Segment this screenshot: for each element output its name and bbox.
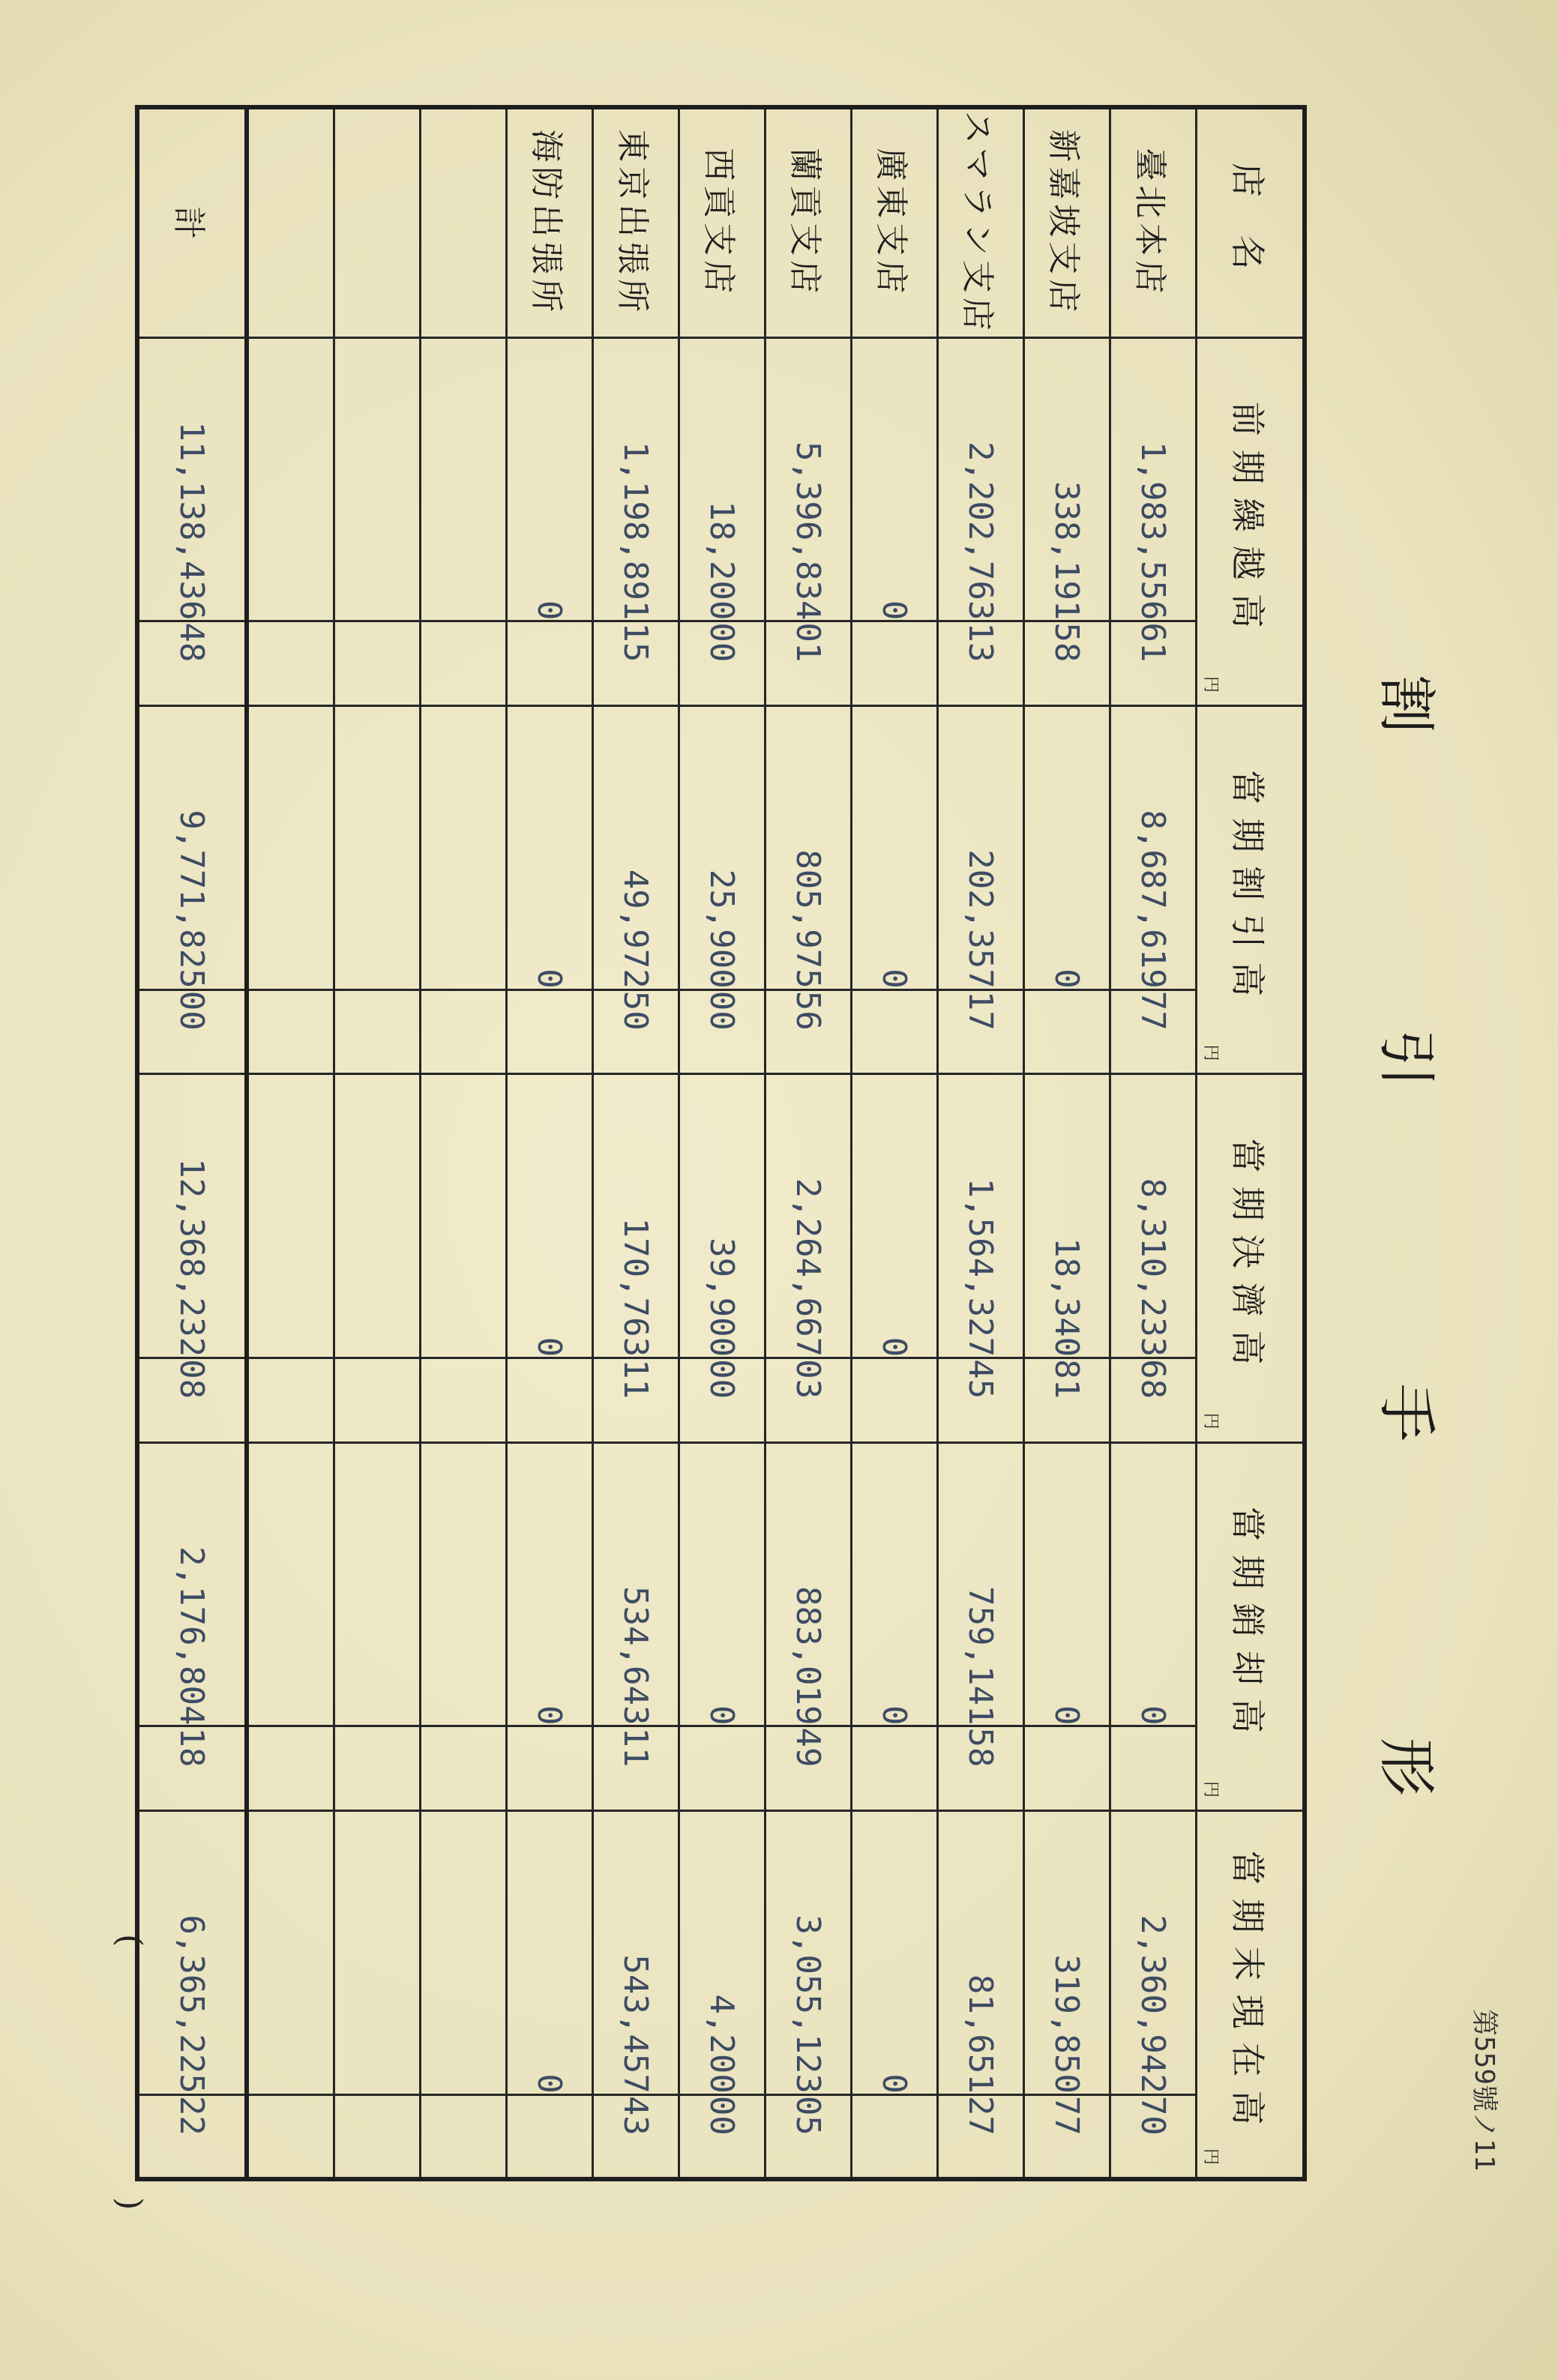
discounted-sen — [852, 989, 938, 1074]
branch-name: 西貢支店 — [679, 107, 766, 337]
total-label: 計 — [137, 107, 247, 337]
yen-unit: 円 — [1201, 1044, 1220, 1061]
carryover-sen: 61 — [1110, 621, 1197, 706]
yen-unit: 円 — [1201, 1412, 1220, 1429]
blank-cell — [334, 2094, 421, 2179]
settled-value: 0 — [507, 1074, 593, 1358]
yen-unit: 円 — [1201, 675, 1220, 693]
blank-row — [247, 107, 334, 2179]
total-settled-sen: 08 — [137, 1358, 247, 1443]
blank-cell — [247, 1811, 334, 2095]
settled-sen: 03 — [766, 1358, 852, 1443]
discounted-sen: 56 — [766, 989, 852, 1074]
blank-cell — [334, 705, 421, 989]
branch-name: 東京出張所 — [593, 107, 679, 337]
carryover-sen — [852, 621, 938, 706]
sold-sen — [679, 1726, 766, 1811]
carryover-value: 2,202,763 — [938, 337, 1024, 621]
blank-cell — [421, 2094, 507, 2179]
balance-sen: 05 — [766, 2094, 852, 2179]
discounted-sen: 77 — [1110, 989, 1197, 1074]
carryover-value: 18,200 — [679, 337, 766, 621]
title-char: 形 — [1372, 1737, 1440, 1799]
discounted-value: 805,975 — [766, 705, 852, 989]
balance-value: 543,457 — [593, 1811, 679, 2095]
sold-sen — [1024, 1726, 1110, 1811]
balance-sen — [852, 2094, 938, 2179]
sold-value: 0 — [679, 1442, 766, 1726]
blank-cell — [421, 1074, 507, 1358]
document-title — [1369, 675, 1453, 1799]
blank-cell — [421, 1442, 507, 1726]
total-carryover: 11,138,436 — [137, 337, 247, 621]
blank-cell — [334, 1726, 421, 1811]
blank-row — [421, 107, 507, 2179]
balance-sen: 43 — [593, 2094, 679, 2179]
blank-cell — [334, 107, 421, 337]
carryover-sen — [507, 621, 593, 706]
blank-cell — [421, 1811, 507, 2095]
discounted-sen — [1024, 989, 1110, 1074]
sold-value: 883,019 — [766, 1442, 852, 1726]
table-row — [593, 107, 679, 2179]
blank-cell — [334, 989, 421, 1074]
header-settled-label: 當期決濟高 — [1227, 1138, 1268, 1379]
discounted-sen: 00 — [679, 989, 766, 1074]
blank-cell — [334, 621, 421, 706]
discounted-sen: 17 — [938, 989, 1024, 1074]
sold-value: 759,141 — [938, 1442, 1024, 1726]
blank-cell — [334, 1074, 421, 1358]
title-char: 引 — [1372, 1028, 1440, 1091]
blank-cell — [421, 705, 507, 989]
yen-unit: 円 — [1201, 1781, 1220, 1798]
balance-sen: 00 — [679, 2094, 766, 2179]
header-balance-label: 當期末現在高 — [1227, 1850, 1268, 2139]
discount-bills-table — [135, 105, 1307, 2181]
blank-cell — [247, 337, 334, 621]
discounted-sen: 50 — [593, 989, 679, 1074]
settled-sen: 11 — [593, 1358, 679, 1443]
header-sold — [1197, 1442, 1305, 1810]
balance-sen — [507, 2094, 593, 2179]
balance-value: 0 — [507, 1811, 593, 2095]
table-row — [766, 107, 852, 2179]
sold-value: 534,643 — [593, 1442, 679, 1726]
table-body — [137, 107, 1197, 2179]
blank-cell — [421, 989, 507, 1074]
blank-cell — [421, 1358, 507, 1443]
blank-cell — [421, 337, 507, 621]
discounted-value: 49,972 — [593, 705, 679, 989]
sold-value: 0 — [852, 1442, 938, 1726]
table-row — [852, 107, 938, 2179]
settled-value: 8,310,233 — [1110, 1074, 1197, 1358]
balance-value: 4,200 — [679, 1811, 766, 2095]
sold-sen: 58 — [938, 1726, 1024, 1811]
carryover-sen: 00 — [679, 621, 766, 706]
branch-name: 新嘉坡支店 — [1024, 107, 1110, 337]
discounted-value: 25,900 — [679, 705, 766, 989]
blank-cell — [247, 1074, 334, 1358]
blank-cell — [247, 2094, 334, 2179]
blank-cell — [247, 989, 334, 1074]
settled-sen: 00 — [679, 1358, 766, 1443]
footer-parentheses: ( ) — [110, 1934, 148, 2331]
sold-value: 0 — [1110, 1442, 1197, 1726]
blank-cell — [247, 1442, 334, 1726]
branch-name: 臺北本店 — [1110, 107, 1197, 337]
carryover-sen: 13 — [938, 621, 1024, 706]
sold-value: 0 — [1024, 1442, 1110, 1726]
balance-sen: 27 — [938, 2094, 1024, 2179]
table-row — [679, 107, 766, 2179]
blank-cell — [334, 337, 421, 621]
header-discounted — [1197, 705, 1305, 1073]
carryover-value: 338,191 — [1024, 337, 1110, 621]
blank-cell — [247, 705, 334, 989]
settled-value: 18,340 — [1024, 1074, 1110, 1358]
balance-value: 2,360,942 — [1110, 1811, 1197, 2095]
header-carryover — [1197, 337, 1305, 705]
settled-sen: 45 — [938, 1358, 1024, 1443]
settled-sen — [852, 1358, 938, 1443]
blank-cell — [247, 1726, 334, 1811]
blank-cell — [247, 107, 334, 337]
total-sold-sen: 18 — [137, 1726, 247, 1811]
header-discounted-label: 當期割引高 — [1227, 770, 1268, 1010]
blank-cell — [247, 1358, 334, 1443]
sold-sen: 11 — [593, 1726, 679, 1811]
table-row — [938, 107, 1024, 2179]
blank-cell — [334, 1811, 421, 2095]
carryover-value: 5,396,834 — [766, 337, 852, 621]
carryover-sen: 58 — [1024, 621, 1110, 706]
document-number: 第559號ノ11 — [1469, 2009, 1500, 2172]
header-row — [1197, 107, 1305, 2179]
header-balance — [1197, 1811, 1305, 2179]
table-row — [1024, 107, 1110, 2179]
settled-value: 0 — [852, 1074, 938, 1358]
total-sold: 2,176,804 — [137, 1442, 247, 1726]
discounted-value: 0 — [1024, 705, 1110, 989]
discounted-sen — [507, 989, 593, 1074]
total-discounted-sen: 00 — [137, 989, 247, 1074]
branch-name: 廣東支店 — [852, 107, 938, 337]
table-row — [1110, 107, 1197, 2179]
total-carryover-sen: 48 — [137, 621, 247, 706]
total-discounted: 9,771,825 — [137, 705, 247, 989]
header-carryover-label: 前期繰越高 — [1227, 401, 1268, 642]
branch-name: 海防出張所 — [507, 107, 593, 337]
header-name: 店 名 — [1197, 107, 1305, 337]
balance-value: 319,850 — [1024, 1811, 1110, 2095]
blank-cell — [334, 1358, 421, 1443]
discounted-value: 202,357 — [938, 705, 1024, 989]
balance-sen: 77 — [1024, 2094, 1110, 2179]
sold-sen: 49 — [766, 1726, 852, 1811]
carryover-value: 0 — [507, 337, 593, 621]
carryover-value: 1,983,556 — [1110, 337, 1197, 621]
balance-value: 0 — [852, 1811, 938, 2095]
settled-sen — [507, 1358, 593, 1443]
balance-value: 3,055,123 — [766, 1811, 852, 2095]
sold-value: 0 — [507, 1442, 593, 1726]
header-settled — [1197, 1074, 1305, 1442]
balance-value: 81,651 — [938, 1811, 1024, 2095]
title-char: 手 — [1372, 1383, 1440, 1445]
branch-name: スマラン支店 — [938, 107, 1024, 337]
title-char: 割 — [1372, 675, 1440, 737]
settled-value: 170,763 — [593, 1074, 679, 1358]
blank-cell — [421, 621, 507, 706]
blank-row — [334, 107, 421, 2179]
discounted-value: 8,687,619 — [1110, 705, 1197, 989]
carryover-value: 1,198,891 — [593, 337, 679, 621]
settled-sen: 81 — [1024, 1358, 1110, 1443]
sold-sen — [852, 1726, 938, 1811]
blank-cell — [421, 107, 507, 337]
carryover-sen: 15 — [593, 621, 679, 706]
carryover-value: 0 — [852, 337, 938, 621]
total-settled: 12,368,232 — [137, 1074, 247, 1358]
blank-cell — [334, 1442, 421, 1726]
carryover-sen: 01 — [766, 621, 852, 706]
sold-sen — [507, 1726, 593, 1811]
settled-value: 2,264,667 — [766, 1074, 852, 1358]
discounted-value: 0 — [507, 705, 593, 989]
balance-sen: 70 — [1110, 2094, 1197, 2179]
settled-value: 39,900 — [679, 1074, 766, 1358]
total-row — [137, 107, 247, 2179]
blank-cell — [247, 621, 334, 706]
yen-unit: 円 — [1201, 2148, 1220, 2165]
header-sold-label: 當期銷却高 — [1227, 1506, 1268, 1747]
table-row — [507, 107, 593, 2179]
settled-value: 1,564,327 — [938, 1074, 1024, 1358]
total-balance-sen: 22 — [137, 2094, 247, 2179]
total-balance: 6,365,225 — [137, 1811, 247, 2095]
sold-sen — [1110, 1726, 1197, 1811]
blank-cell — [421, 1726, 507, 1811]
discounted-value: 0 — [852, 705, 938, 989]
branch-name: 蘭貢支店 — [766, 107, 852, 337]
settled-sen: 68 — [1110, 1358, 1197, 1443]
